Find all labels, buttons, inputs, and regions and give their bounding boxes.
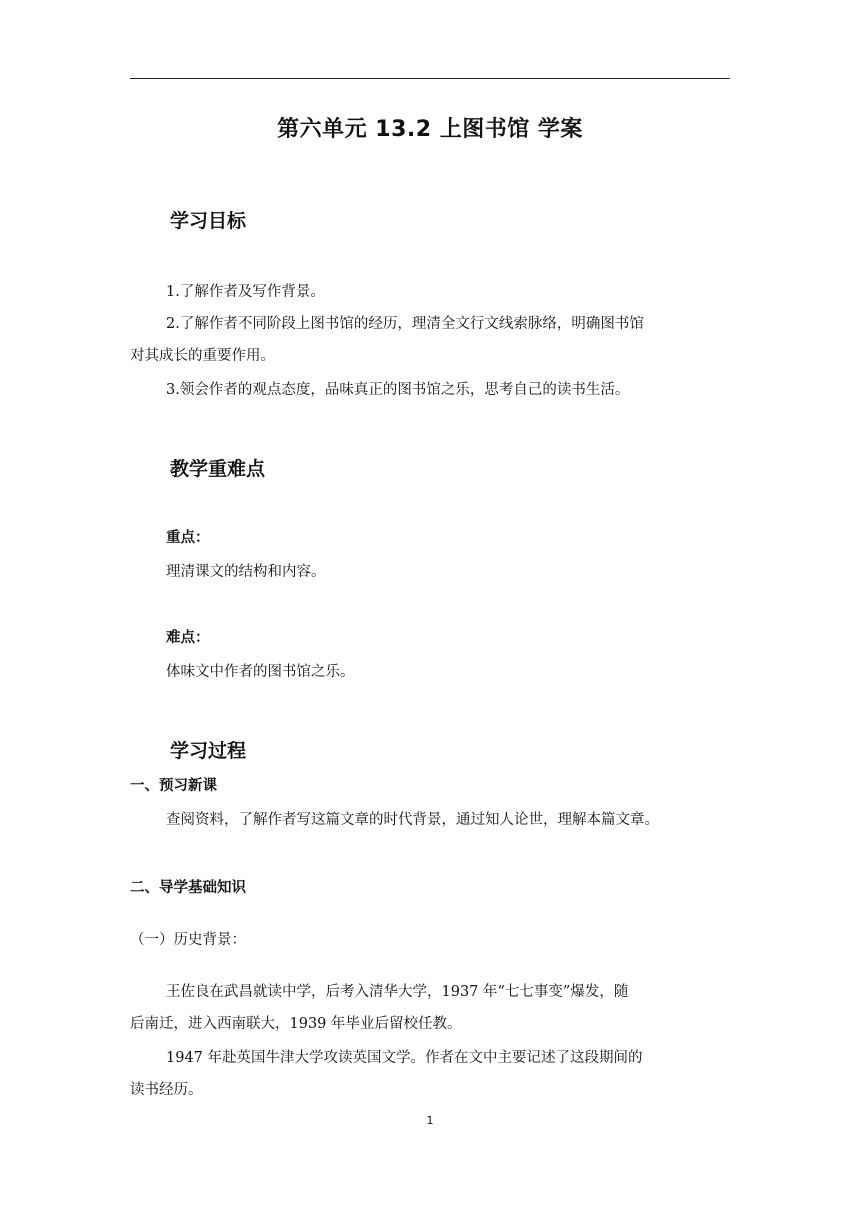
goal-item-1: 1.了解作者及写作背景。 (166, 284, 325, 300)
header-rule (130, 78, 730, 79)
difficulty-label: 难点： (166, 629, 210, 646)
subsection-title: （一）历史背景： (130, 932, 246, 948)
process-heading: 学习过程 (170, 740, 247, 762)
key-text: 理清课文的结构和内容。 (166, 564, 326, 580)
section-1-title: 一、预习新课 (130, 777, 217, 794)
page-number: 1 (426, 1114, 434, 1127)
page-title: 第六单元 13.2 上图书馆 学案 (277, 117, 583, 142)
goal-item-3: 3.领会作者的观点态度，品味真正的图书馆之乐，思考自己的读书生活。 (166, 382, 630, 398)
paragraph-2-line-2: 读书经历。 (130, 1082, 203, 1098)
section-2-title: 二、导学基础知识 (130, 879, 246, 896)
goals-heading: 学习目标 (170, 210, 247, 232)
paragraph-2-line-1: 1947 年赴英国牛津大学攻读英国文学。作者在文中主要记述了这段期间的 (166, 1050, 643, 1066)
paragraph-1-line-1: 王佐良在武昌就读中学，后考入清华大学，1937 年“七七事变”爆发，随 (166, 984, 629, 1000)
keypoints-heading: 教学重难点 (170, 458, 266, 480)
goal-item-2-cont: 对其成长的重要作用。 (130, 348, 275, 364)
key-label: 重点： (166, 529, 210, 546)
section-1-text: 查阅资料，了解作者写这篇文章的时代背景，通过知人论世，理解本篇文章。 (166, 812, 659, 828)
difficulty-text: 体味文中作者的图书馆之乐。 (166, 664, 355, 680)
paragraph-1-line-2: 后南迁，进入西南联大，1939 年毕业后留校任教。 (130, 1016, 462, 1032)
goal-item-2: 2.了解作者不同阶段上图书馆的经历，理清全文行文线索脉络，明确图书馆 (166, 316, 644, 332)
